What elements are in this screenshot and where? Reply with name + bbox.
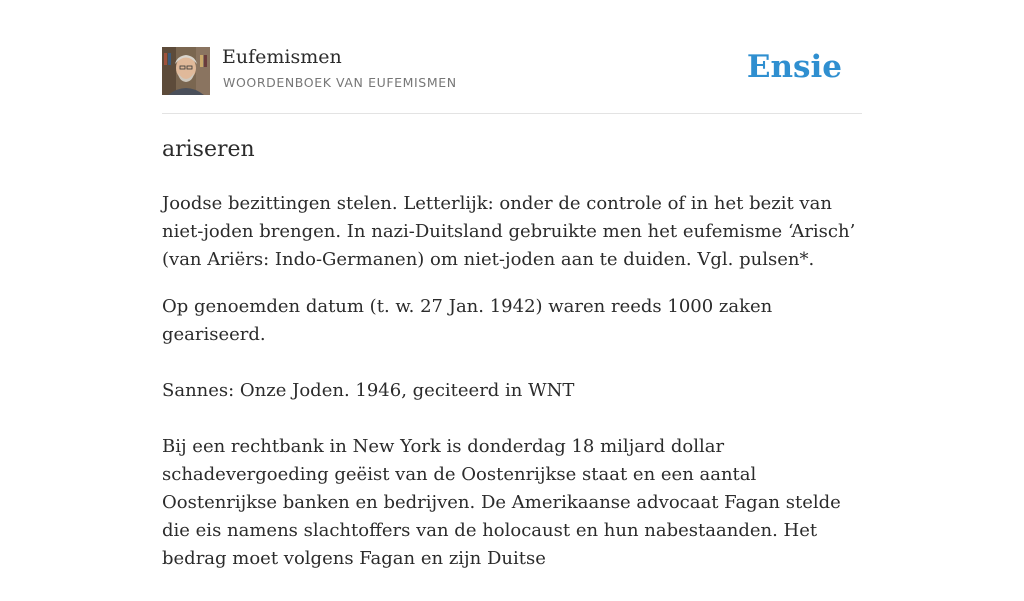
cross-reference-link[interactable]: pulsen* bbox=[739, 249, 809, 270]
avatar[interactable] bbox=[162, 47, 210, 95]
source-name[interactable]: Eufemismen bbox=[222, 46, 342, 68]
source-subtitle: WOORDENBOEK VAN EUFEMISMEN bbox=[223, 75, 457, 90]
source-header bbox=[162, 46, 862, 96]
definition-end: . bbox=[808, 249, 815, 270]
ensie-logo-link[interactable]: Ensie bbox=[746, 49, 842, 85]
example-quote-1: Op genoemden datum (t. w. 27 Jan. 1942) waren reeds 1000 zaken geariseerd. bbox=[162, 296, 773, 345]
author-portrait-image bbox=[162, 47, 210, 95]
definition-paragraph bbox=[162, 190, 862, 274]
entry-content bbox=[162, 190, 862, 601]
example-source-1: Sannes: Onze Joden. 1946, geciteerd in WNT bbox=[162, 380, 575, 401]
example-quote-2: Bij een rechtbank in New York is donderdag 18 miljard dollar schadevergoeding geëist van de Oostenrijkse staat en een aantal Oostenrijkse banken en bedrijven. De Amerikaanse advocaat Fagan stelde die eis namens slachtoffers van de holocaust en hun nabestaanden. Het bedrag moet volgens Fagan en zijn Duitse bbox=[162, 436, 841, 569]
header-divider bbox=[162, 113, 862, 114]
definition-text: Joodse bezittingen stelen. Letterlijk: onder de controle of in het bezit van niet-joden brengen. In nazi-Duitsland gebruikte men het eufemisme ‘Arisch’ (van Ariërs: Indo-Germanen) om niet-joden aan te duiden. Vgl. bbox=[162, 193, 856, 270]
entry-term: ariseren bbox=[162, 137, 255, 162]
